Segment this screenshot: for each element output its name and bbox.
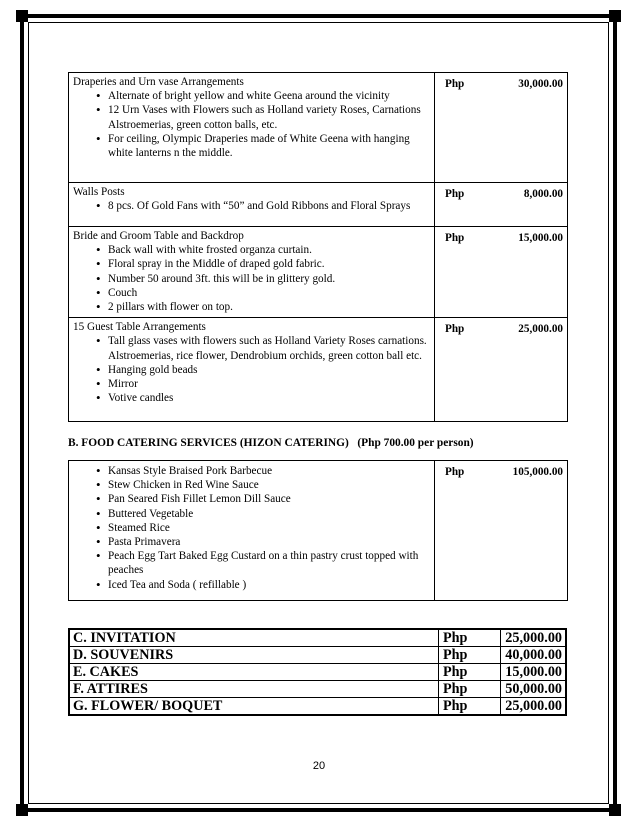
currency: Php [445,232,465,244]
table-row [69,647,566,664]
currency: Php [439,698,501,716]
bullet-list [73,89,430,160]
table-row [69,318,568,422]
list-item: • Stew Chicken in Red Wine Sauce [96,478,430,492]
item-price [435,73,568,183]
table-row [69,629,566,647]
table-row [69,183,568,227]
table-row [69,698,566,716]
decor-items-table [68,72,568,422]
list-item: • Mirror [96,377,430,391]
summary-label: E. CAKES [69,664,439,681]
page-number: 20 [312,760,326,772]
item-description [69,73,435,183]
list-item: • Kansas Style Braised Pork Barbecue [96,464,430,478]
list-item: • Floral spray in the Middle of draped gold fabric. [96,257,430,271]
bullet-list [73,464,430,592]
list-item: • Peach Egg Tart Baked Egg Custard on a thin pastry crust topped with peaches [96,549,430,577]
amount: 40,000.00 [501,647,567,664]
item-description [69,318,435,422]
currency: Php [439,664,501,681]
list-item: • Couch [96,286,430,300]
list-item: • 2 pillars with flower on top. [96,300,430,314]
list-item: • Alternate of bright yellow and white Geena around the vicinity [96,89,430,103]
currency: Php [439,681,501,698]
item-description [69,227,435,318]
menu-price [435,461,568,601]
amount: 25,000.00 [501,629,567,647]
amount: 15,000.00 [501,664,567,681]
item-price [435,318,568,422]
list-item: • Tall glass vases with flowers such as Holland Variety Roses carnations. Alstroemerias, rice flower, Dendrobium orchids, green cotton ball etc. [96,334,430,362]
border-corner [16,804,28,816]
list-item: • Pasta Primavera [96,535,430,549]
amount: 25,000.00 [518,323,563,336]
amount: 25,000.00 [501,698,567,716]
border-corner [609,804,621,816]
section-heading-food: B. FOOD CATERING SERVICES (HIZON CATERING) (Php 700.00 per person) [68,437,474,449]
list-item: • Hanging gold beads [96,363,430,377]
list-item: • Back wall with white frosted organza curtain. [96,243,430,257]
summary-label: G. FLOWER/ BOQUET [69,698,439,716]
currency: Php [445,466,465,478]
currency: Php [439,647,501,664]
bullet-list [73,243,430,314]
border-corner [609,10,621,22]
item-title: Bride and Groom Table and Backdrop [73,230,244,242]
table-row [69,227,568,318]
amount: 30,000.00 [518,78,563,90]
table-row [69,461,568,601]
list-item: • 8 pcs. Of Gold Fans with “50” and Gold Ribbons and Floral Sprays [96,199,430,213]
amount: 8,000.00 [523,188,563,200]
border-corner [16,10,28,22]
menu-description [69,461,435,601]
list-item: • 12 Urn Vases with Flowers such as Holland variety Roses, Carnations Alstroemerias, green cotton balls, etc. [96,103,430,131]
bullet-list [73,199,430,213]
item-price [435,227,568,318]
list-item: • Steamed Rice [96,521,430,535]
list-item: • Pan Seared Fish Fillet Lemon Dill Sauce [96,492,430,506]
amount: 50,000.00 [501,681,567,698]
item-title: Walls Posts [73,186,125,198]
amount: 15,000.00 [518,232,563,244]
summary-label: C. INVITATION [69,629,439,647]
list-item: • Buttered Vegetable [96,507,430,521]
currency: Php [445,188,465,200]
item-title: Draperies and Urn vase Arrangements [73,76,244,88]
table-row [69,664,566,681]
currency: Php [439,629,501,647]
amount: 105,000.00 [512,466,563,478]
item-title: 15 Guest Table Arrangements [73,321,206,334]
list-item: • For ceiling, Olympic Draperies made of White Geena with hanging white lanterns n the middle. [96,132,430,160]
summary-table [68,628,567,716]
currency: Php [445,323,465,336]
summary-label: D. SOUVENIRS [69,647,439,664]
currency: Php [445,78,465,90]
food-menu-table [68,460,568,601]
item-price [435,183,568,227]
list-item: • Votive candles [96,391,430,405]
bullet-list [73,334,430,405]
item-description [69,183,435,227]
list-item: • Number 50 around 3ft. this will be in glittery gold. [96,272,430,286]
table-row [69,73,568,183]
summary-label: F. ATTIRES [69,681,439,698]
list-item: • Iced Tea and Soda ( refillable ) [96,578,430,592]
table-row [69,681,566,698]
